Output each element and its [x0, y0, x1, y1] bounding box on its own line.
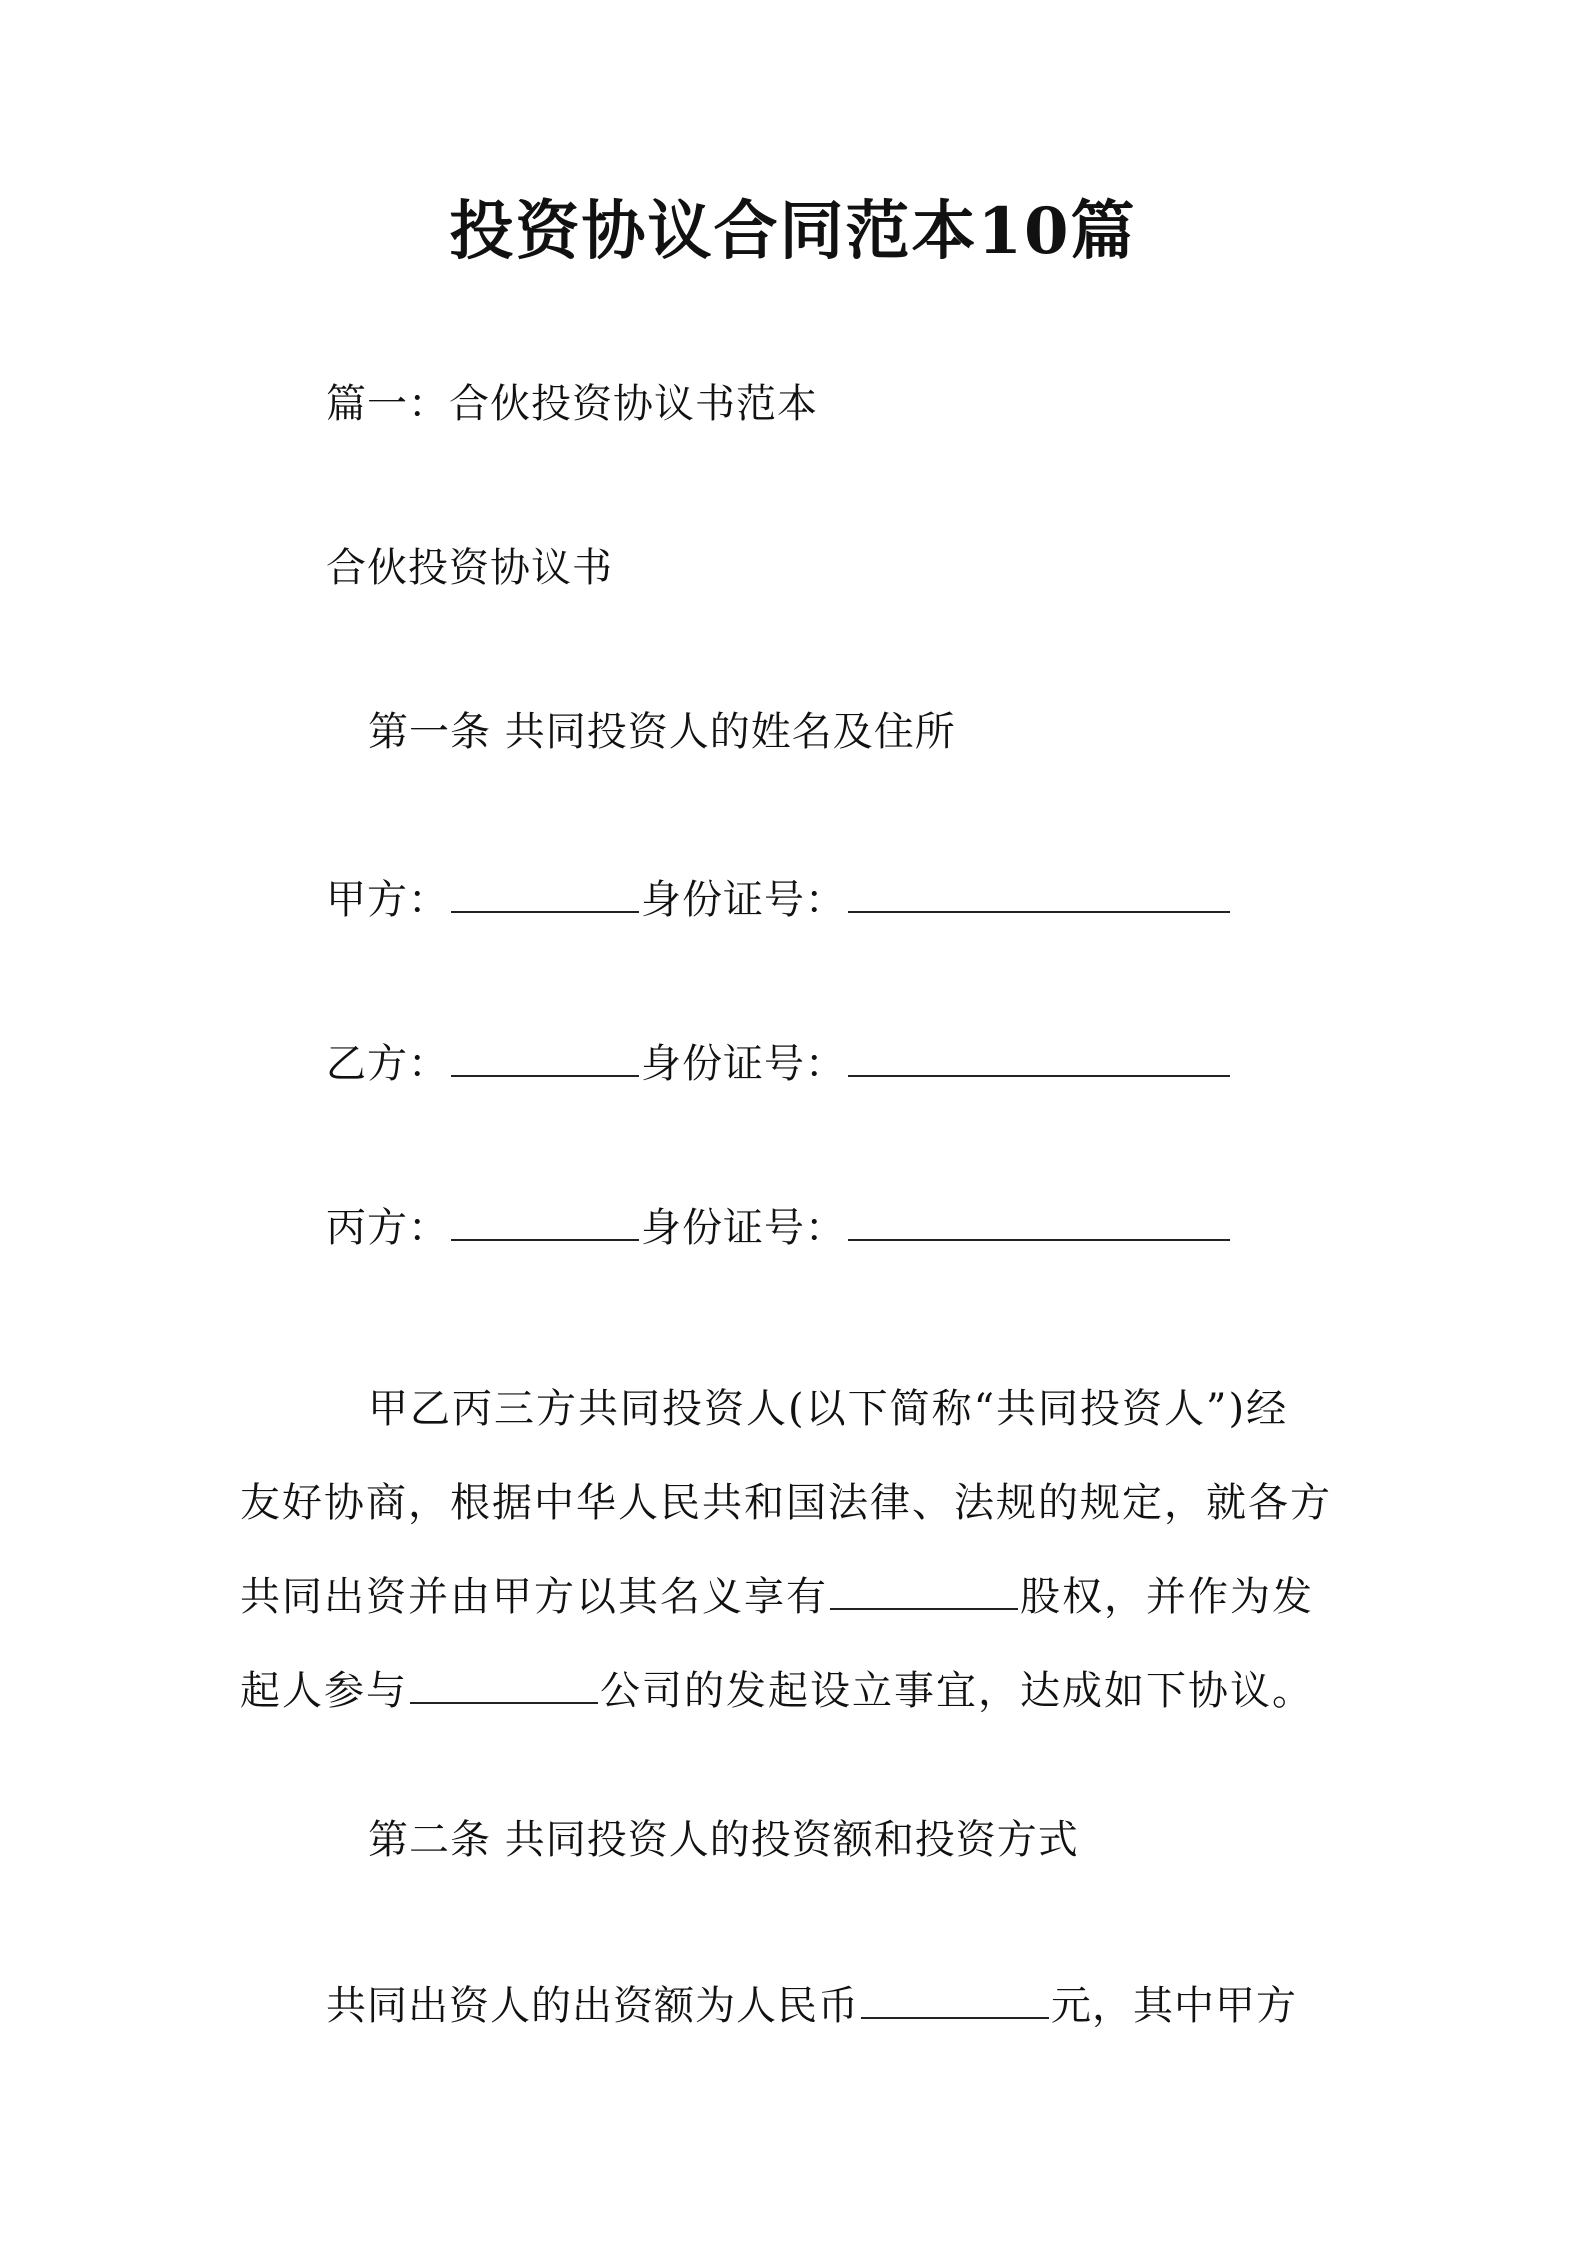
- preamble-paragraph: [240, 1362, 1348, 1738]
- paragraph-text: 共同出资人的出资额为人民币: [326, 1983, 859, 2029]
- article-1-heading: 第一条 共同投资人的姓名及住所: [368, 709, 956, 755]
- party-b-name-blank: [451, 1039, 639, 1077]
- paragraph-line: [240, 1644, 1348, 1738]
- section-heading: 篇一：合伙投资协议书范本: [326, 381, 818, 427]
- party-c-name-blank: [451, 1203, 639, 1241]
- party-c-id-label: 身份证号：: [641, 1205, 846, 1251]
- paragraph-line: [240, 1550, 1348, 1644]
- party-a-id-blank: [848, 875, 1230, 913]
- paragraph-line: 友好协商，根据中华人民共和国法律、法规的规定，就各方: [240, 1480, 1332, 1526]
- paragraph-text: 股权，并作为发: [1020, 1574, 1314, 1620]
- party-a-row: [326, 872, 1232, 928]
- party-a-name-blank: [451, 875, 639, 913]
- investment-amount-line: [326, 1978, 1297, 2034]
- paragraph-line: 甲乙丙三方共同投资人(以下简称“共同投资人”)经: [368, 1386, 1289, 1432]
- paragraph-text: 元，其中甲方: [1051, 1983, 1297, 2029]
- article-2-heading: 第二条 共同投资人的投资额和投资方式: [368, 1817, 1079, 1863]
- party-c-id-blank: [848, 1203, 1230, 1241]
- party-a-id-label: 身份证号：: [641, 877, 846, 923]
- equity-blank: [830, 1572, 1018, 1610]
- party-c-label: 丙方：: [326, 1205, 449, 1251]
- paragraph-text: 共同出资并由甲方以其名义享有: [240, 1574, 828, 1620]
- party-b-label: 乙方：: [326, 1041, 449, 1087]
- document-title: 投资协议合同范本10篇: [449, 194, 1137, 269]
- agreement-title: 合伙投资协议书: [326, 545, 613, 591]
- paragraph-text: 公司的发起设立事宜，达成如下协议。: [600, 1668, 1314, 1714]
- party-c-row: [326, 1200, 1232, 1256]
- paragraph-text: 起人参与: [240, 1668, 408, 1714]
- amount-blank: [861, 1981, 1049, 2019]
- party-b-id-label: 身份证号：: [641, 1041, 846, 1087]
- party-b-id-blank: [848, 1039, 1230, 1077]
- party-b-row: [326, 1036, 1232, 1092]
- company-blank: [410, 1666, 598, 1704]
- party-a-label: 甲方：: [326, 877, 449, 923]
